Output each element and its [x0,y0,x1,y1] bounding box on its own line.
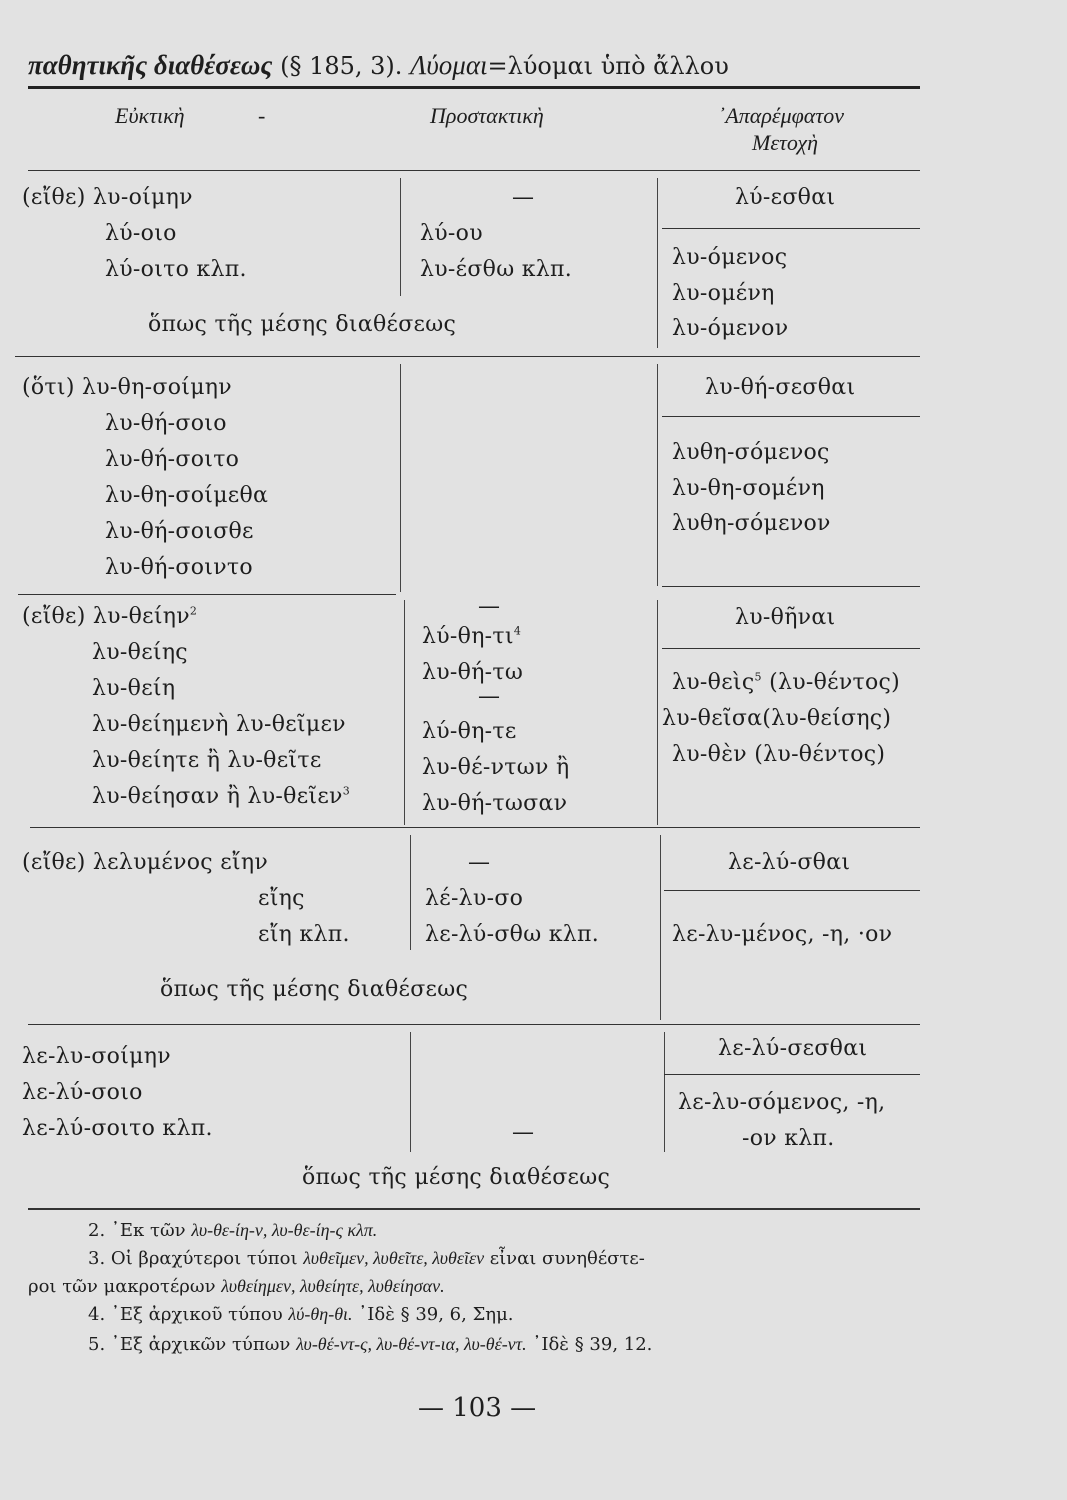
footnote-ref-3: 3 [342,784,351,798]
s2-part-2: λυ-θη-σομένη [672,476,825,501]
s1-opt-2: λύ-οιο [105,221,177,246]
rule [28,1024,920,1025]
page-heading [28,50,729,81]
s4-note: ὅπως τῆς μέσης διαθέσεως [160,977,469,1002]
page-number: — 103 — [418,1393,537,1423]
col-head-infinitive: ᾿Απαρέμφατον [718,103,844,128]
s3-opt-2: λυ-θείης [92,640,188,665]
s3-opt-5: λυ-θείητε ἢ λυ-θεῖτε [92,748,322,773]
footnote-3-cont [28,1276,445,1297]
footnote-4-ref: ᾿Ιδὲ § 39, 6, Σημ. [358,1304,514,1325]
s5-opt-2: λε-λύ-σοιο [22,1080,143,1105]
heading-rest: =λύομαι ὑπὸ ἄλλου [487,52,729,80]
s4-imp-2: λέ-λυ-σο [425,886,524,911]
s1-part-1: λυ-όμενος [672,245,788,270]
footnote-3-text: 3. Οἱ βραχύτεροι τύποι [88,1248,298,1269]
s4-opt-2: εἴης [258,886,305,911]
s3-part-1-text: λυ-θεὶς [672,670,755,695]
divider [410,1032,411,1152]
footnote-3-forms: λυθεῖμεν, λυθεῖτε, λυθεῖεν [303,1248,485,1268]
s3-part-1 [672,670,900,695]
footnote-4 [88,1304,514,1325]
s1-opt-3: λύ-οιτο κλπ. [105,257,247,282]
heading-italic: παθητικῆς διαθέσεως [28,50,273,80]
s3-imp-2 [422,624,521,649]
s3-opt-6 [92,784,350,809]
s3-imp-2-text: λύ-θη-τι [422,624,514,649]
s2-opt-5: λυ-θή-σοισθε [105,519,254,544]
s3-inf: λυ-θῆναι [735,605,836,630]
s4-inf: λε-λύ-σθαι [728,850,851,875]
rule [662,648,920,649]
rule [662,228,920,229]
s2-part-1: λυθη-σόμενος [672,440,830,465]
rule [662,586,920,587]
s4-imp-3: λε-λύ-σθω κλπ. [425,922,600,947]
s4-opt-3: εἴη κλπ. [258,922,350,947]
col-head-participle: Μετοχὴ [752,130,819,155]
divider [657,364,658,586]
divider [400,364,401,592]
s1-imp-1: — [512,185,535,210]
column-head-rule [28,170,920,171]
s5-part-1: λε-λυ-σόμενος, -η, [678,1090,886,1115]
s3-part-3: λυ-θὲν (λυ-θέντος) [672,742,886,767]
footnote-ref-2: 2 [189,604,198,618]
divider [660,835,661,1020]
footnote-ref-5: 5 [754,670,762,684]
s1-opt-1: (εἴθε) λυ-οίμην [22,185,193,210]
s2-opt-6: λυ-θή-σοιντο [105,555,253,580]
s3-imp-3: λυ-θή-τω [422,660,524,685]
s2-opt-3: λυ-θή-σοιτο [105,447,240,472]
s2-opt-2: λυ-θή-σοιο [105,411,227,436]
heading-ref: (§ 185, 3). [280,52,403,80]
col-head-optative: Εὐκτικὴ [115,103,185,128]
s3-imp-6: λυ-θέ-ντων ἢ [422,755,570,780]
rule [664,890,920,891]
s4-imp-1: — [468,850,491,875]
s1-imp-3: λυ-έσθω κλπ. [420,257,573,282]
s2-opt-1: (ὅτι) λυ-θη-σοίμην [22,375,232,400]
rule [15,356,920,357]
footnote-ref-4: 4 [513,624,522,638]
rule [662,416,920,417]
footnote-5 [88,1334,652,1355]
s3-imp-5: λύ-θη-τε [422,719,517,744]
divider [657,600,658,825]
s3-opt-3: λυ-θείη [92,676,176,701]
s3-opt-1-text: (εἴθε) λυ-θείην [22,604,190,629]
s4-part: λε-λυ-μένος, -η, ·ον [672,922,893,947]
heading-lyomai: Λύομαι [410,50,488,80]
divider [664,1032,665,1152]
divider [400,178,401,296]
s1-part-3: λυ-όμενον [672,316,789,341]
s3-imp-4: — [478,684,501,709]
s2-part-3: λυθη-σόμενον [672,511,831,536]
s3-part-1-gen: (λυ-θέντος) [769,670,901,695]
s3-imp-1: — [478,594,501,619]
s2-inf: λυ-θή-σεσθαι [705,375,856,400]
s1-inf: λύ-εσθαι [735,185,836,210]
s1-part-2: λυ-ομένη [672,281,775,306]
rule [30,827,920,828]
footnote-5-forms: λυ-θέ-ντ-ς, λυ-θέ-ντ-ια, λυ-θέ-ντ. [296,1334,527,1354]
col-head-imperative: Προστακτικὴ [430,103,544,128]
footnote-2 [88,1220,377,1241]
s3-imp-7: λυ-θή-τωσαν [422,791,568,816]
s5-imp-1: — [512,1120,535,1145]
s3-part-2: λυ-θεῖσα(λυ-θείσης) [662,706,892,731]
s5-inf: λε-λύ-σεσθαι [718,1036,868,1061]
footnote-4-form: λύ-θη-θι. [288,1304,353,1324]
footnote-2-text: 2. ᾿Εκ τῶν [88,1220,186,1241]
s2-opt-4: λυ-θη-σοίμεθα [105,483,269,508]
s5-opt-3: λε-λύ-σοιτο κλπ. [22,1116,213,1141]
rule [664,1074,920,1075]
s1-imp-2: λύ-ου [420,221,483,246]
rule [18,594,396,595]
footnote-5-text: 5. ᾿Εξ ἀρχικῶν τύπων [88,1334,291,1355]
s5-part-2: -ον κλπ. [742,1126,835,1151]
footnote-4-text: 4. ᾿Εξ ἀρχικοῦ τύπου [88,1304,283,1325]
footnote-5-ref: ᾿Ιδὲ § 39, 12. [532,1334,653,1355]
divider [404,600,405,825]
footnote-3-text-c: ροι τῶν μακροτέρων [28,1276,216,1297]
footnote-3-text-b: εἶναι συνηθέστε- [489,1248,645,1269]
divider [410,835,411,950]
rule [28,1208,920,1210]
s3-opt-4: λυ-θείημενὴ λυ-θεῖμεν [92,712,346,737]
footnote-3 [88,1248,645,1269]
footnote-2-forms: λυ-θε-ίη-ν, λυ-θε-ίη-ς κλπ. [191,1220,378,1240]
s3-opt-6-text: λυ-θείησαν ἢ λυ-θεῖεν [92,784,343,809]
divider [657,178,658,348]
heading-rule [28,86,920,89]
s5-opt-1: λε-λυ-σοίμην [22,1044,171,1069]
col-head-dash: - [258,103,266,128]
footnote-3-forms-b: λυθείημεν, λυθείητε, λυθείησαν. [221,1276,445,1296]
s5-note: ὅπως τῆς μέσης διαθέσεως [302,1165,611,1190]
s3-opt-1 [22,604,197,629]
s1-note: ὅπως τῆς μέσης διαθέσεως [148,312,457,337]
s4-opt-1: (εἴθε) λελυμένος εἴην [22,850,268,875]
